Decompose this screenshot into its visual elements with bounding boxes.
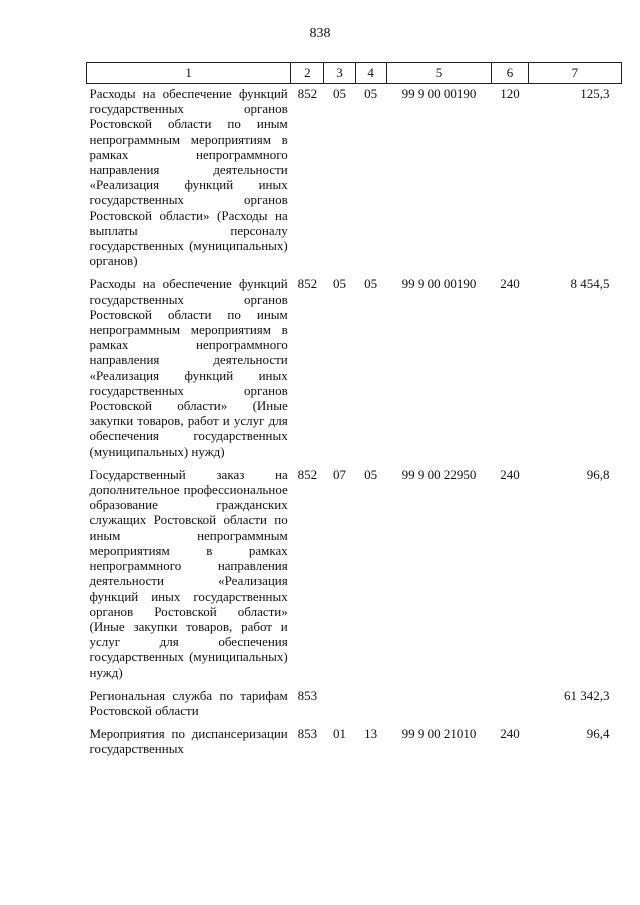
header-cell: 3 bbox=[324, 63, 355, 84]
section-code: 05 bbox=[332, 86, 346, 101]
amount: 125,3 bbox=[580, 86, 610, 101]
expense-name: Мероприятия по диспансеризации государственных bbox=[89, 726, 288, 757]
header-row bbox=[87, 63, 622, 84]
amount: 96,8 bbox=[586, 466, 610, 482]
amount: 8 454,5 bbox=[570, 276, 610, 292]
table-row bbox=[87, 465, 622, 686]
ministry-code: 852 bbox=[297, 86, 318, 101]
target-article-code: 99 9 00 21010 bbox=[401, 726, 477, 742]
budget-table bbox=[86, 62, 622, 763]
expense-type-code: 120 bbox=[500, 86, 520, 101]
subsection-code bbox=[355, 686, 386, 724]
section-code bbox=[324, 686, 355, 724]
table-row bbox=[87, 274, 622, 464]
subsection-code: 05 bbox=[364, 86, 378, 101]
subsection-code: 05 bbox=[364, 276, 378, 292]
ministry-code: 852 bbox=[297, 466, 318, 482]
header-cell: 6 bbox=[492, 63, 528, 84]
section-code: 05 bbox=[332, 276, 346, 292]
ministry-code: 853 bbox=[297, 687, 318, 703]
target-article-code: 99 9 00 22950 bbox=[401, 466, 477, 482]
target-article-code: 99 9 00 00190 bbox=[401, 276, 477, 292]
ministry-code: 853 bbox=[297, 726, 318, 742]
expense-name: Расходы на обеспечение функций государственных органов Ростовской области по иным непрограммным мероприятиям в рамках непрограммного направления деятельности «Реализация функций иных государственных органов Ростовской области» (Иные закупки товаров, работ и услуг для обеспечения государственных (муниципальных) нужд) bbox=[89, 276, 288, 459]
table-row bbox=[87, 724, 622, 762]
expense-name: Региональная служба по тарифам Ростовской области bbox=[89, 687, 288, 718]
table-row bbox=[87, 686, 622, 724]
target-article-code: 99 9 00 00190 bbox=[401, 86, 477, 101]
header-cell: 4 bbox=[355, 63, 386, 84]
expense-type-code: 240 bbox=[500, 726, 520, 742]
expense-name: Государственный заказ на дополнительное профессиональное образование гражданских служащих Ростовской области по иным непрограммным мероприятиям в рамках непрограммного направления деятельности «Реализация функций иных государственных органов Ростовской области» (Иные закупки товаров, работ и услуг для обеспечения государственных (муниципальных) нужд) bbox=[89, 466, 288, 680]
header-cell: 2 bbox=[291, 63, 324, 84]
subsection-code: 13 bbox=[364, 726, 378, 742]
amount: 61 342,3 bbox=[564, 687, 610, 703]
expense-name: Расходы на обеспечение функций государственных органов Ростовской области по иным непрограммным мероприятиям в рамках непрограммного направления деятельности «Реализация функций иных государственных органов Ростовской области» (Расходы на выплаты персоналу государственных (муниципальных) органов) bbox=[89, 86, 288, 269]
header-cell: 1 bbox=[87, 63, 291, 84]
expense-type-code bbox=[492, 686, 528, 724]
section-code: 07 bbox=[332, 466, 346, 482]
target-article-code bbox=[386, 686, 492, 724]
subsection-code: 05 bbox=[364, 466, 378, 482]
header-cell: 5 bbox=[386, 63, 492, 84]
amount: 96,4 bbox=[586, 726, 610, 742]
header-cell: 7 bbox=[528, 63, 621, 84]
expense-type-code: 240 bbox=[500, 276, 520, 292]
expense-type-code: 240 bbox=[500, 466, 520, 482]
table-row bbox=[87, 84, 622, 275]
ministry-code: 852 bbox=[297, 276, 318, 292]
page-number: 838 bbox=[309, 26, 331, 41]
section-code: 01 bbox=[332, 726, 346, 742]
